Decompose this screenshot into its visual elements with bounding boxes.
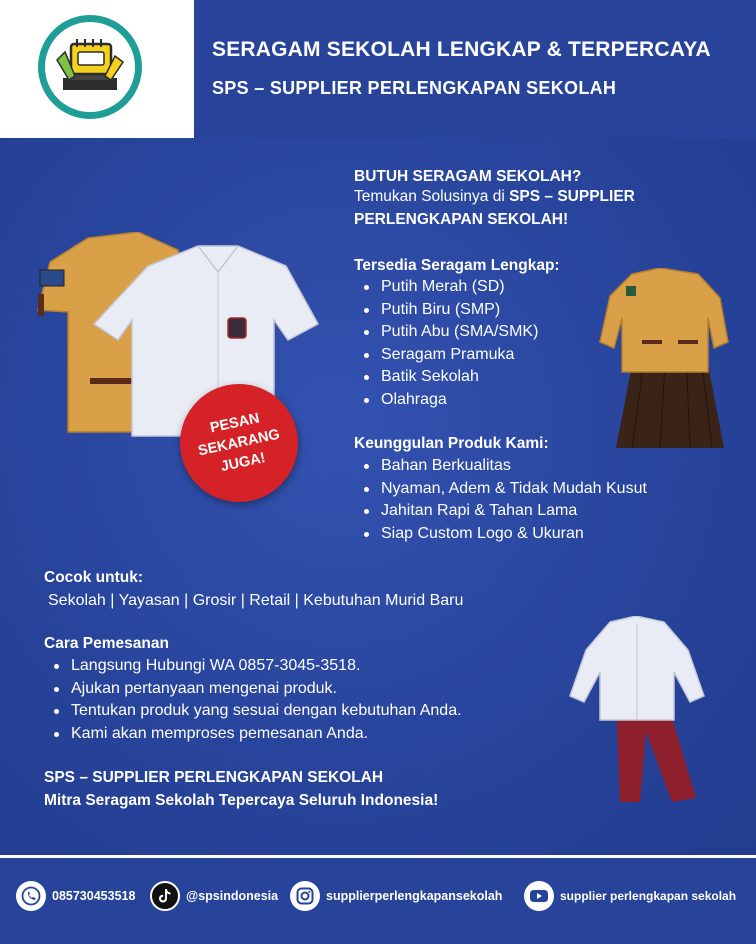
list-item: Putih Merah (SD) <box>354 276 538 299</box>
tiktok-contact[interactable] <box>150 880 278 912</box>
intro-line-1-prefix: Temukan Solusinya di <box>354 188 505 205</box>
youtube-contact[interactable] <box>524 880 736 912</box>
intro-heading: BUTUH SERAGAM SEKOLAH? <box>354 168 582 185</box>
ordering-heading: Cara Pemesanan <box>44 635 169 652</box>
list-item: Langsung Hubungi WA 0857-3045-3518. <box>44 655 462 678</box>
list-item: Nyaman, Adem & Tidak Mudah Kusut <box>354 478 647 501</box>
instagram-contact[interactable] <box>290 880 502 912</box>
youtube-channel: supplier perlengkapan sekolah <box>560 889 737 903</box>
list-item: Batik Sekolah <box>354 366 538 389</box>
whatsapp-icon <box>16 881 46 911</box>
page-subtitle: SPS – SUPPLIER PERLENGKAPAN SEKOLAH <box>212 78 617 98</box>
pramuka-uniform-illustration <box>596 268 736 454</box>
available-list <box>354 276 538 411</box>
list-item: Kami akan memproses pemesanan Anda. <box>44 723 462 746</box>
whatsapp-contact[interactable] <box>16 880 135 912</box>
list-item: Putih Biru (SMP) <box>354 299 538 322</box>
header-band <box>194 0 756 138</box>
closing-line-1: SPS – SUPPLIER PERLENGKAPAN SEKOLAH <box>44 769 384 786</box>
list-item: Jahitan Rapi & Tahan Lama <box>354 500 647 523</box>
sd-uniform-illustration <box>566 616 708 806</box>
tiktok-icon <box>150 881 180 911</box>
tiktok-handle: @spsindonesia <box>186 889 279 903</box>
page-title: SERAGAM SEKOLAH LENGKAP & TERPERCAYA <box>212 38 711 61</box>
order-now-text: PESAN SEKARANG JUGA! <box>196 410 282 476</box>
closing-line-2: Mitra Seragam Sekolah Tepercaya Seluruh Indonesia! <box>44 792 439 809</box>
list-item: Putih Abu (SMA/SMK) <box>354 321 538 344</box>
list-item: Tentukan produk yang sesuai dengan kebutuhan Anda. <box>44 700 462 723</box>
header <box>0 0 756 138</box>
available-heading: Tersedia Seragam Lengkap: <box>354 257 560 274</box>
list-item: Ajukan pertanyaan mengenai produk. <box>44 678 462 701</box>
whatsapp-number: 085730453518 <box>52 889 136 903</box>
ordering-list <box>44 655 462 745</box>
notebook-pencil-logo-icon <box>38 15 142 119</box>
list-item: Olahraga <box>354 389 538 412</box>
logo-area <box>0 0 194 138</box>
suitable-heading: Cocok untuk: <box>44 569 144 586</box>
advantages-list <box>354 455 647 545</box>
instagram-icon <box>290 881 320 911</box>
list-item: Bahan Berkualitas <box>354 455 647 478</box>
instagram-handle: supplierperlengkapansekolah <box>326 889 503 903</box>
advantages-heading: Keunggulan Produk Kami: <box>354 435 549 452</box>
intro-line-2: PERLENGKAPAN SEKOLAH! <box>354 211 569 228</box>
suitable-text: Sekolah | Yayasan | Grosir | Retail | Kebutuhan Murid Baru <box>48 592 464 609</box>
intro-line-1-brand: SPS – SUPPLIER <box>509 188 635 205</box>
list-item: Siap Custom Logo & Ukuran <box>354 523 647 546</box>
youtube-icon <box>524 881 554 911</box>
list-item: Seragam Pramuka <box>354 344 538 367</box>
intro-line-1 <box>354 186 635 209</box>
